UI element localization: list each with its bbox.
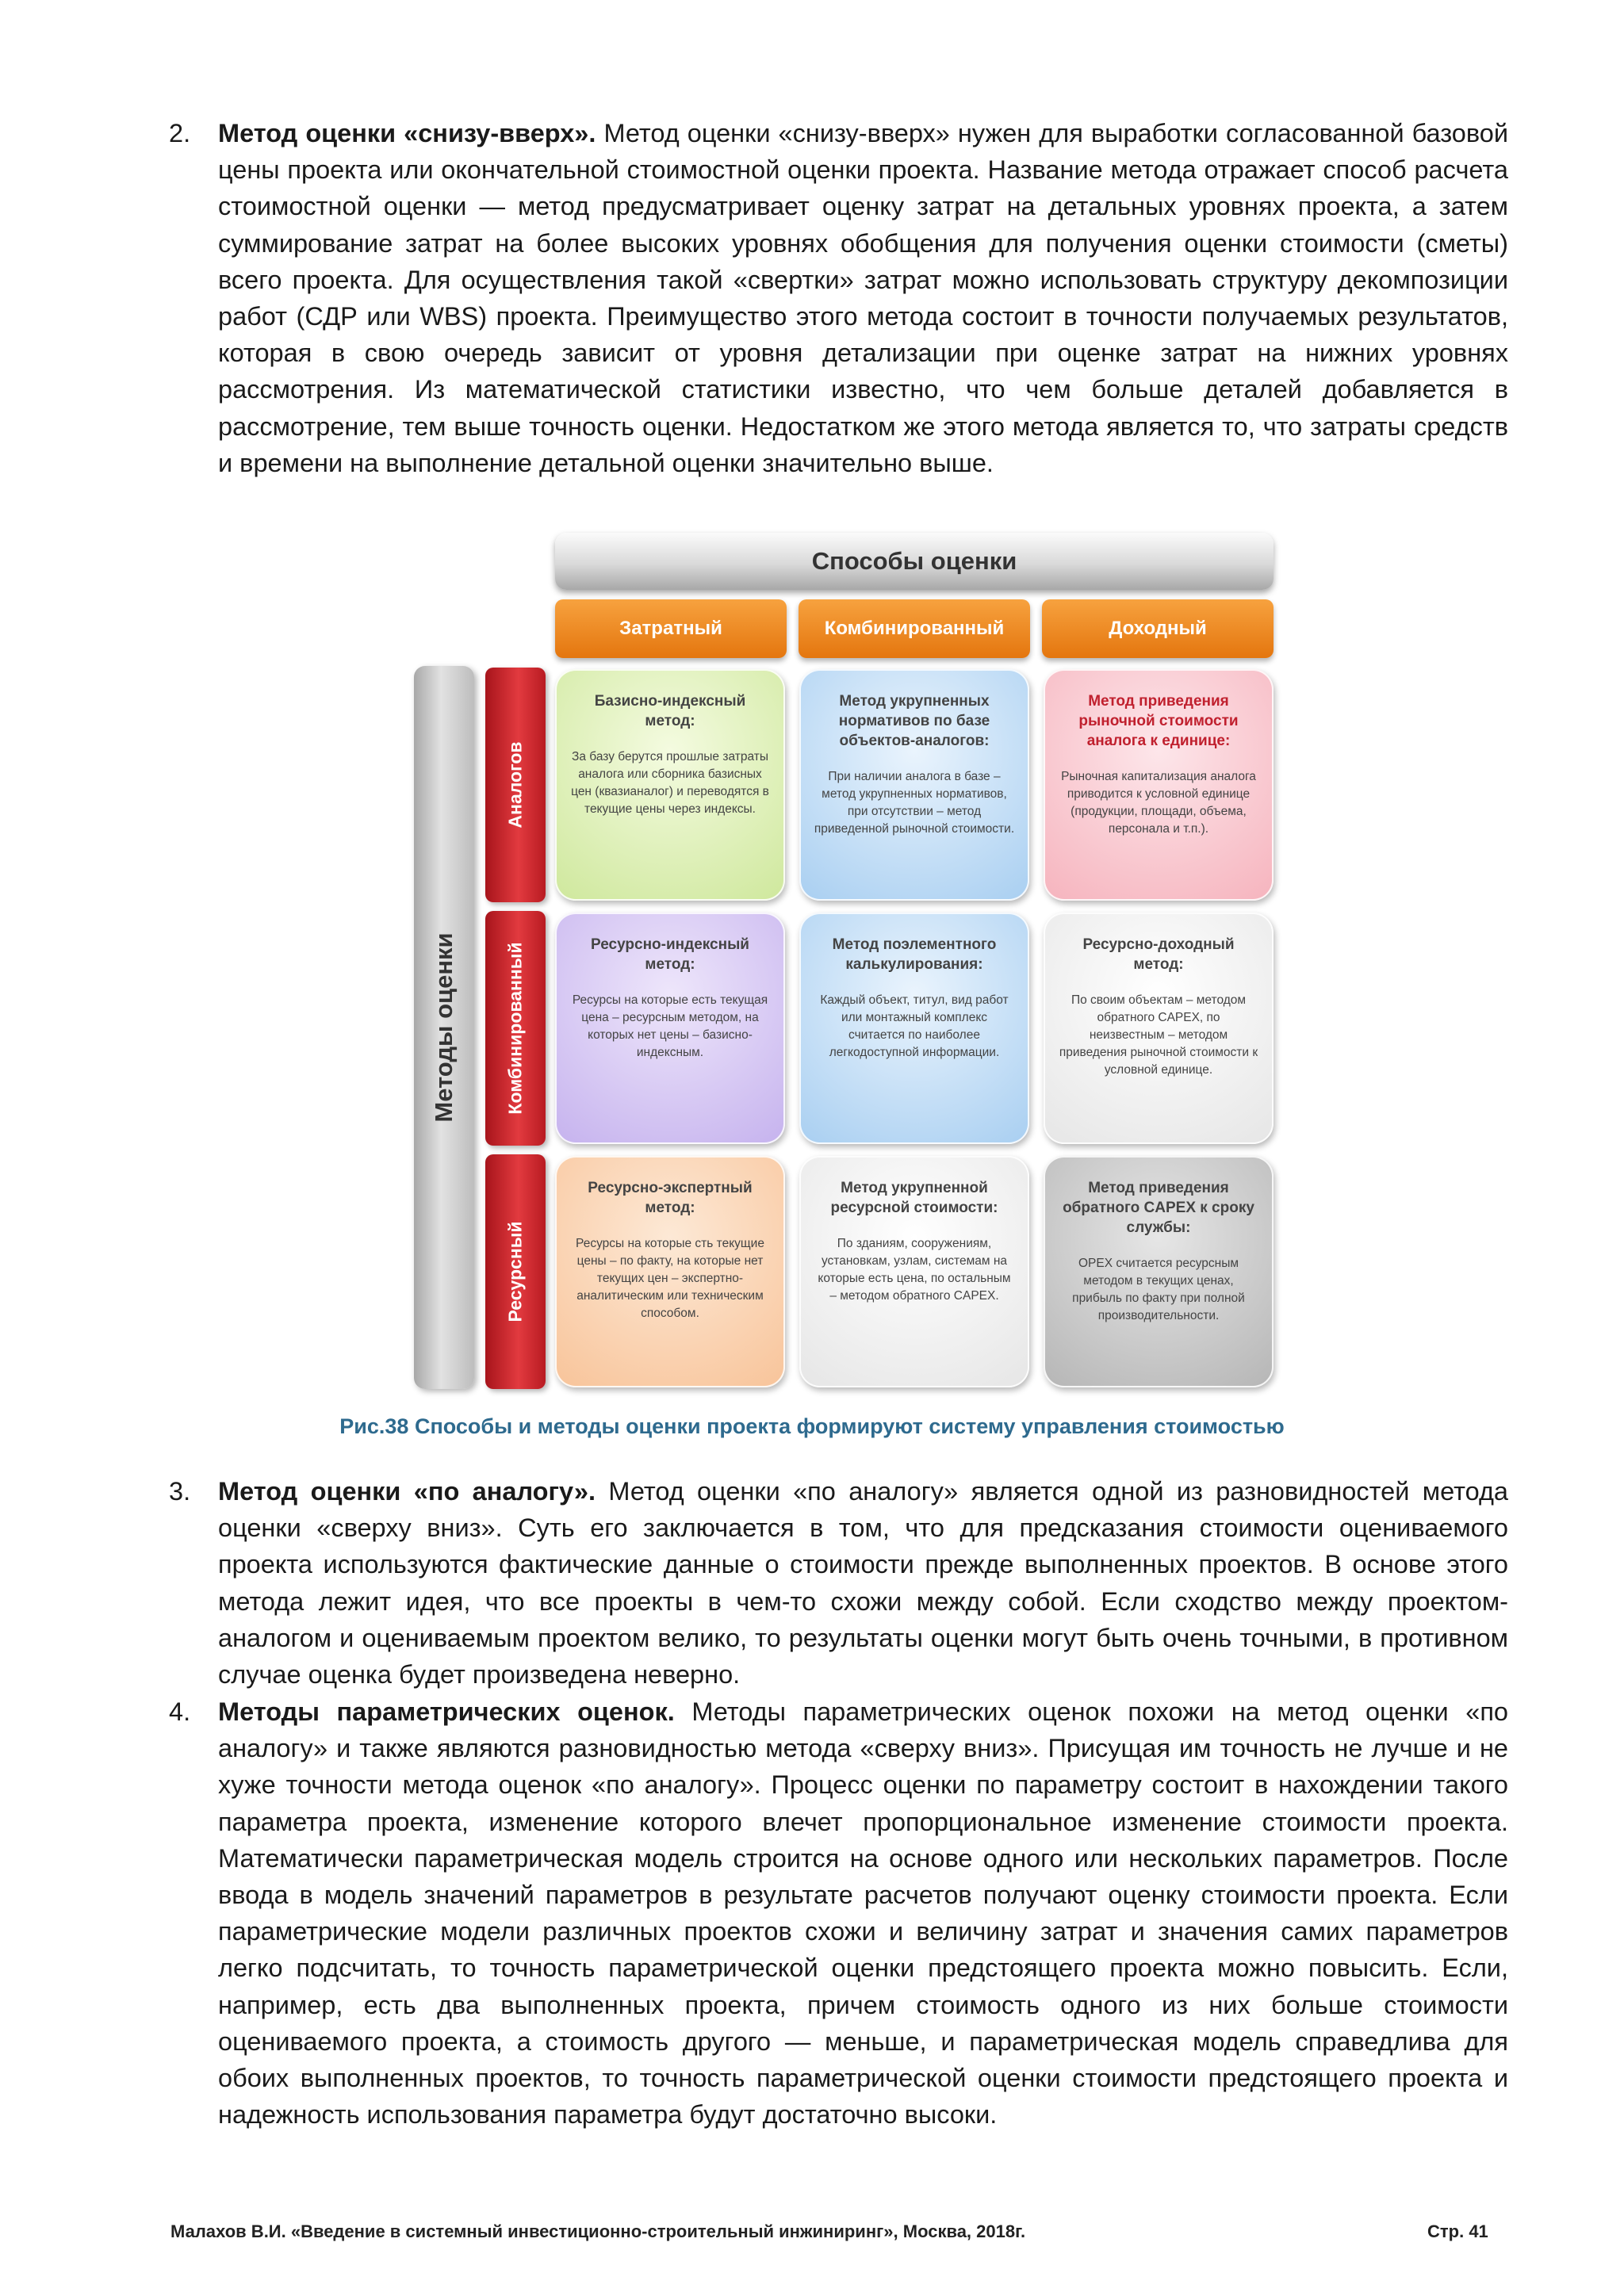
row-header-resource	[485, 1154, 546, 1389]
item-text: Метод оценки «снизу-вверх» нужен для выработки согласованной базовой цены проекта или окончательной стоимостной оценки проекта. Название метода отражает способ расчета стоимостной оценки — метод предусматривает оценку затрат на детальных уровнях проекта, а затем суммирование затрат на более высоких уровнях обобщения для получения оценки стоимости (сметы) всего проекта. Для осуществления такой «свертки» затрат можно использовать структуру декомпозиции работ (СДР или WBS) проекта. Преимущество этого метода состоит в точности получаемых результатов, которая в свою очередь зависит от уровня детализации при оценке затрат на нижних уровнях рассмотрения. Из математической статистики известно, что чем больше деталей добавляется в рассмотрение, тем выше точность оценки. Недостатком же этого метода является то, что затраты средств и времени на выполнение детальной оценки значительно выше.	[218, 119, 1508, 477]
item-text: Метод оценки «по аналогу» является одной из разновидностей метода оценки «сверху вниз». Суть его заключается в том, что для предсказания стоимости оцениваемого проекта используются фактические данные о стоимости прежде выполненных проектов. В основе этого метода лежит идея, что все проекты в чем-то схожи между собой. Если сходство между проектом-аналогом и оцениваемым проектом велико, то результаты оценки могут быть очень точными, в противном случае оценка будет произведена неверно.	[218, 1477, 1508, 1689]
method-title: Ресурсно-индексный метод:	[591, 936, 749, 973]
method-cell	[799, 669, 1029, 901]
method-cell	[799, 1156, 1029, 1387]
method-text: Ресурсы на которые есть текущая цена – ресурсным методом, на которых нет цены – базисно-индексным.	[572, 993, 768, 1059]
list-item-3	[170, 1473, 1508, 1693]
row-header-label: Комбинированный	[504, 942, 526, 1115]
item-text: Методы параметрических оценок похожи на метод оценки «по аналогу» и также являются разновидностью метода «сверху вниз». Присущая им точность не лучше и не хуже точности метода оценок «по аналогу». Процесс оценки по параметру состоит в нахождении такого параметра проекта, изменение которого влечет пропорциональное изменение стоимости проекта. Математически параметрическая модель строится на основе одного или нескольких параметров. После ввода в модель значений параметров в результате расчетов получают оценку стоимости проекта. Если параметрические модели различных проектов схожи и величину затрат и значения самих параметров легко подсчитать, то точность параметрической оценки предстоящего проекта можно повысить. Если, например, есть два выполненных проекта, причем стоимость одного из них больше стоимости оцениваемого проекта, а стоимость другого — меньше, и параметрическая модель справедлива для обоих выполненных проектов, то точность параметрической оценки стоимости предстоящего проекта и надежность использования параметра будут достаточно высоки.	[218, 1697, 1508, 2130]
method-text: За базу берутся прошлые затраты аналога или сборника базисных цен (квазианалог) и переводятся в текущие цены через индексы.	[571, 750, 769, 816]
method-text: Ресурсы на которые сть текущие цены – по факту, на которые нет текущих цен – экспертно-аналитическим или техническим способом.	[576, 1237, 764, 1320]
method-title: Метод приведения обратного CAPEX к сроку службы:	[1063, 1180, 1254, 1236]
figure-caption: Рис.38 Способы и методы оценки проекта формируют систему управления стоимостью	[339, 1414, 1285, 1438]
method-cell	[799, 913, 1029, 1144]
method-cell	[1044, 1156, 1274, 1387]
column-header-combined: Комбинированный	[799, 599, 1030, 658]
method-title: Метод укрупненной ресурсной стоимости:	[830, 1180, 998, 1216]
method-text: Рыночная капитализация аналога приводится к условной единице (продукции, площади, объема, персонала и т.п.).	[1061, 770, 1256, 836]
method-cell	[1044, 669, 1274, 901]
list-number: 4.	[169, 1697, 191, 1726]
method-title: Ресурсно-экспертный метод:	[588, 1180, 753, 1216]
method-title: Метод поэлементного калькулирования:	[832, 936, 997, 973]
method-text: Каждый объект, титул, вид работ или монтажный комплекс считается по наиболее легкодоступной информации.	[820, 993, 1009, 1059]
diagram-top-header: Способы оценки	[555, 533, 1274, 590]
column-header-cost: Затратный	[555, 599, 787, 658]
method-title: Ресурсно-доходный метод:	[1082, 936, 1235, 973]
row-header-label: Аналогов	[504, 741, 526, 828]
item-title: Метод оценки «по аналогу».	[218, 1477, 596, 1506]
item-title: Методы параметрических оценок.	[218, 1697, 675, 1726]
list-item-2	[170, 115, 1508, 481]
method-text: По своим объектам – методом обратного CAPEX, по неизвестным – методом приведения рыночной стоимости к условной единице.	[1059, 993, 1258, 1077]
list-number: 3.	[169, 1477, 191, 1506]
method-cell	[555, 913, 785, 1144]
list-item-4	[170, 1693, 1508, 2133]
side-header-label: Методы оценки	[430, 932, 458, 1123]
column-header-income: Доходный	[1042, 599, 1274, 658]
footer-citation: Малахов В.И. «Введение в системный инвестиционно-строительный инжиниринг», Москва, 2018г.	[170, 2221, 1026, 2241]
method-title: Базисно-индексный метод:	[594, 693, 746, 729]
method-text: OPEX считается ресурсным методом в текущих ценах, прибыль по факту при полной производительности.	[1072, 1257, 1245, 1322]
row-header-analogs	[485, 668, 546, 902]
method-title: Метод укрупненных нормативов по базе объектов-аналогов:	[838, 693, 990, 749]
list-number: 2.	[169, 119, 191, 147]
method-cell	[555, 1156, 785, 1387]
method-text: По зданиям, сооружениям, установкам, узлам, системам на которые есть цена, по остальным – методом обратного CAPEX.	[818, 1237, 1011, 1303]
method-cell	[555, 669, 785, 901]
row-header-combined	[485, 911, 546, 1146]
row-header-label: Ресурсный	[504, 1221, 526, 1322]
diagram-side-header	[414, 666, 474, 1389]
page-number: Стр. 41	[1427, 2221, 1488, 2241]
item-title: Метод оценки «снизу-вверх».	[218, 119, 596, 147]
method-title: Метод приведения рыночной стоимости аналога к единице:	[1078, 693, 1239, 749]
method-text: При наличии аналога в базе – метод укрупненных нормативов, при отсутствии – метод приведенной рыночной стоимости.	[814, 770, 1015, 836]
method-cell	[1044, 913, 1274, 1144]
